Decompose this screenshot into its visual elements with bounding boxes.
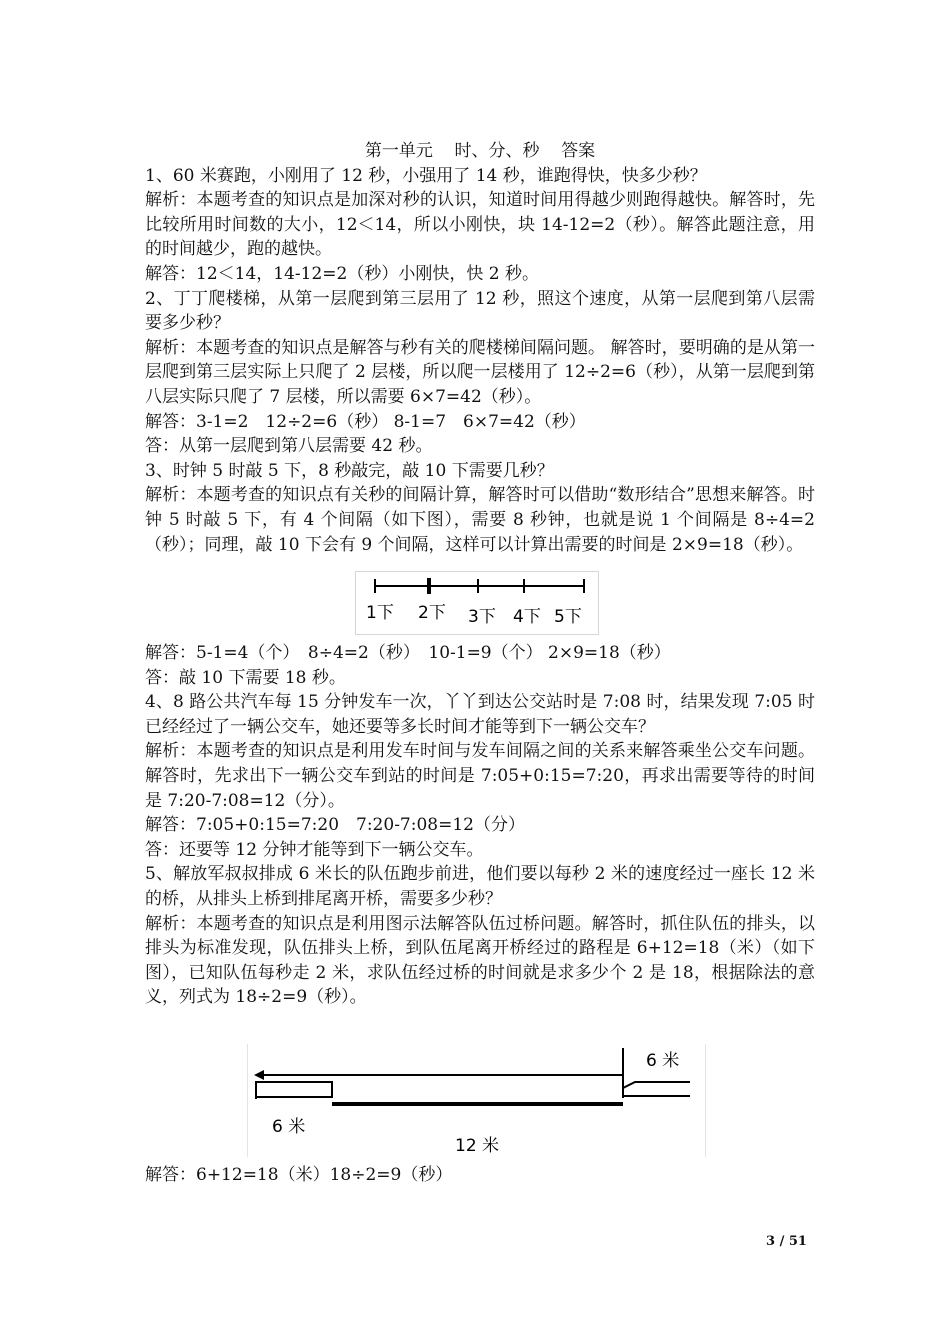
answer-content bbox=[145, 139, 815, 1188]
arrow-head bbox=[254, 1070, 264, 1080]
text-line: 解析：本题考查的知识点是利用发车时间与发车间隔之间的关系来解答乘坐公交车问题。解答时，先求出下一辆公交车到站的时间是 7:05+0:15=7:20，再求出需要等待的时间是 7:20-7:08=12（分）。 bbox=[145, 741, 815, 811]
text-line: 答：从第一层爬到第八层需要 42 秒。 bbox=[145, 436, 433, 457]
text-line: 解析：本题考查的知识点是加深对秒的认识，知道时间用得越少则跑得越快。解答时，先比较所用时间数的大小，12＜14，所以小刚快，块 14-12=2（秒）。解答此题注意，用的时间越少，跑的越快。 bbox=[145, 190, 815, 260]
bridge-figure bbox=[247, 1044, 706, 1157]
strike-label-2: 2下 bbox=[418, 603, 446, 624]
text-line: 答：还要等 12 分钟才能等到下一辆公交车。 bbox=[145, 839, 484, 860]
text-line: 解答：12＜14，14-12=2（秒）小刚快，快 2 秒。 bbox=[145, 263, 539, 284]
left-length-label: 6 米 bbox=[272, 1117, 306, 1137]
clock-strike-diagram bbox=[356, 572, 598, 634]
text-line: 解析：本题考查的知识点有关秒的间隔计算，解答时可以借助“数形结合”思想来解答。时钟 5 时敲 5 下，有 4 个间隔（如下图），需要 8 秒钟，也就是说 1 个间隔是 8÷4=2（秒）；同理，敲 10 下会有 9 个间隔，这样可以计算出需要的时间是 2×9=18（秒）。 bbox=[145, 485, 815, 555]
text-line: 2、丁丁爬楼梯，从第一层爬到第三层用了 12 秒，照这个速度，从第一层爬到第八层需要多少秒？ bbox=[145, 288, 815, 334]
text-line: 5、解放军叔叔排成 6 米长的队伍跑步前进，他们要以每秒 2 米的速度经过一座长 12 米的桥，从排头上桥到排尾离开桥，需要多少秒？ bbox=[145, 864, 815, 910]
strike-label-3: 3下 bbox=[468, 607, 496, 628]
strike-label-1: 1下 bbox=[366, 603, 394, 624]
text-line: 解答：7:05+0:15=7:20 7:20-7:08=12（分） bbox=[145, 815, 525, 836]
text-line: 解析：本题考查的知识点是解答与秒有关的爬楼梯间隔问题。 解答时，要明确的是从第一层爬到第三层实际上只爬了 2 层楼，所以爬一层楼用了 12÷2=6（秒），从第一层爬到第八层实际只爬了 7 层楼，所以需要 6×7=42（秒）。 bbox=[145, 337, 815, 407]
text-line: 解答：5-1=4（个） 8÷4=2（秒） 10-1=9（个） 2×9=18（秒） bbox=[145, 643, 671, 664]
left-team-box bbox=[256, 1082, 332, 1097]
clock-strike-figure bbox=[355, 571, 599, 635]
page-title: 第一单元 时、分、秒 答案 bbox=[364, 141, 596, 161]
bridge-diagram bbox=[248, 1044, 705, 1157]
text-line: 1、60 米赛跑，小刚用了 12 秒，小强用了 14 秒，谁跑得快，快多少秒？ bbox=[145, 165, 707, 186]
page-number: 3 / 51 bbox=[766, 1234, 807, 1249]
bridge-length-label: 12 米 bbox=[455, 1136, 500, 1156]
text-line: 3、时钟 5 时敲 5 下，8 秒敲完，敲 10 下需要几秒？ bbox=[145, 460, 554, 481]
right-length-label: 6 米 bbox=[646, 1051, 680, 1071]
text-line: 解答：3-1=2 12÷2=6（秒） 8-1=7 6×7=42（秒） bbox=[145, 411, 586, 432]
text-line: 解析：本题考查的知识点是利用图示法解答队伍过桥问题。解答时，抓住队伍的排头，以排头为标准发现，队伍排头上桥，到队伍尾离开桥经过的路程是 6+12=18（米）（如下图），已知队伍每秒走 2 米，求队伍经过桥的时间就是求多少个 2 是 18，根据除法的意义，列式为 18÷2=9（秒）。 bbox=[145, 913, 815, 1008]
strike-label-4: 4下 bbox=[513, 607, 541, 628]
text-line: 4、8 路公共汽车每 15 分钟发车一次，丫丫到达公交站时是 7:08 时，结果发现 7:05 时已经经过了一辆公交车，她还要等多长时间才能等到下一辆公交车？ bbox=[145, 692, 815, 737]
text-line: 解答：6+12=18（米）18÷2=9（秒） bbox=[145, 1165, 453, 1185]
text-line: 答：敲 10 下需要 18 秒。 bbox=[145, 667, 346, 688]
strike-label-5: 5下 bbox=[554, 607, 582, 628]
